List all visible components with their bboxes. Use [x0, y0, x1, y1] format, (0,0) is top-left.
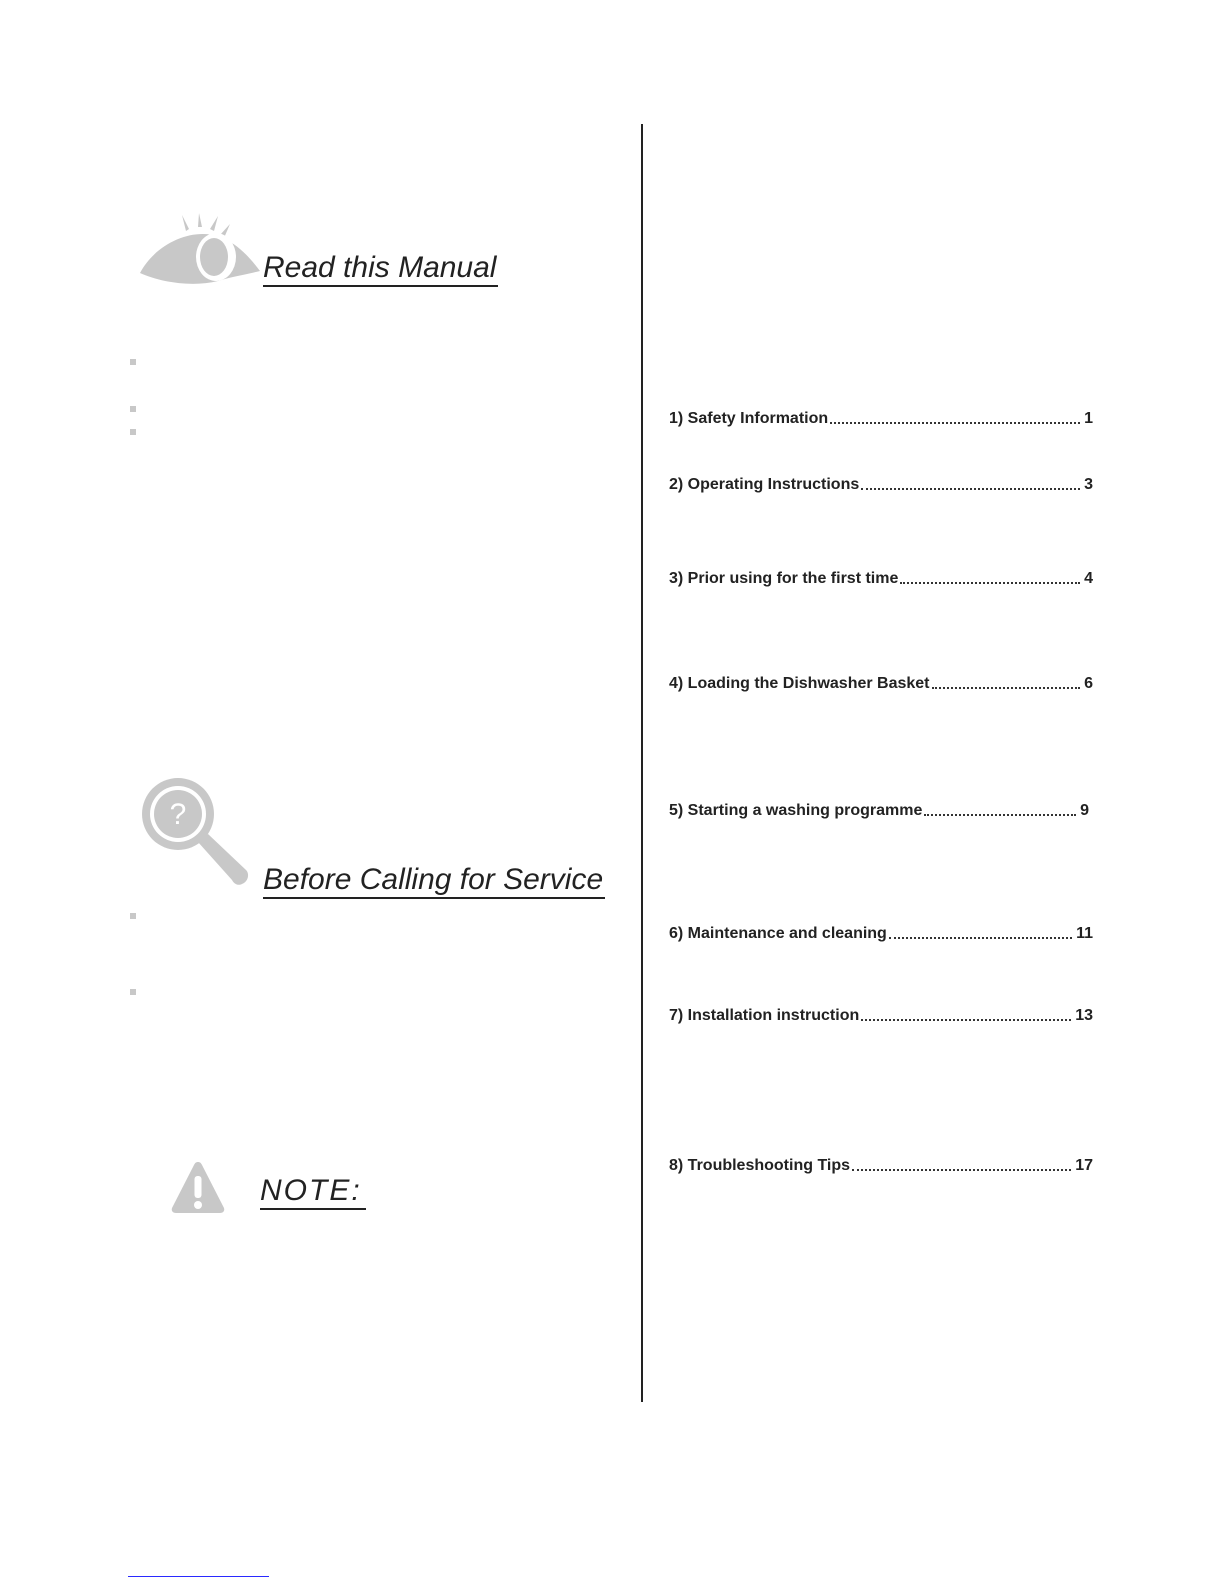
toc-item-maintenance[interactable] — [669, 925, 1093, 943]
magnifier-question-icon — [140, 778, 252, 888]
bullet-marker — [130, 989, 136, 995]
toc-page-number: 11 — [1076, 925, 1093, 942]
toc-label: 5) Starting a washing programme — [669, 802, 923, 819]
toc-item-operating[interactable] — [669, 476, 1093, 494]
toc-label: 8) Troubleshooting Tips — [669, 1157, 851, 1174]
eye-icon — [138, 213, 263, 288]
toc-leader-dots — [861, 1019, 1071, 1021]
toc-page-number: 13 — [1075, 1007, 1093, 1024]
toc-leader-dots — [932, 687, 1081, 689]
toc-leader-dots — [924, 814, 1076, 816]
toc-page-number: 4 — [1084, 570, 1093, 587]
toc-page-number: 1 — [1084, 410, 1093, 427]
bullet-marker — [130, 406, 136, 412]
toc-leader-dots — [830, 422, 1080, 424]
toc-item-troubleshooting[interactable] — [669, 1157, 1093, 1175]
toc-label: 1) Safety Information — [669, 410, 829, 427]
toc-leader-dots — [900, 582, 1080, 584]
svg-text:?: ? — [169, 798, 187, 831]
toc-label: 4) Loading the Dishwasher Basket — [669, 675, 930, 692]
toc-item-loading[interactable] — [669, 675, 1093, 693]
toc-label: 7) Installation instruction — [669, 1007, 860, 1024]
bullet-marker — [130, 429, 136, 435]
toc-leader-dots — [861, 488, 1080, 490]
bullet-marker — [130, 913, 136, 919]
toc-label: 2) Operating Instructions — [669, 476, 860, 493]
toc-label: 3) Prior using for the first time — [669, 570, 899, 587]
read-manual-heading: Read this Manual — [263, 252, 498, 287]
toc-page-number: 6 — [1084, 675, 1093, 692]
before-service-heading: Before Calling for Service — [263, 864, 605, 899]
bullet-marker — [130, 359, 136, 365]
toc-page-number: 9 — [1080, 802, 1089, 819]
toc-item-starting[interactable] — [669, 802, 1089, 820]
toc-item-installation[interactable] — [669, 1007, 1093, 1025]
toc-item-safety[interactable] — [669, 410, 1093, 428]
column-divider — [641, 124, 643, 1402]
toc-page-number: 17 — [1075, 1157, 1093, 1174]
toc-item-prior-using[interactable] — [669, 570, 1093, 588]
warning-triangle-icon — [170, 1160, 226, 1214]
toc-label: 6) Maintenance and cleaning — [669, 925, 887, 942]
footnote-rule — [128, 1576, 269, 1577]
toc-leader-dots — [889, 937, 1072, 939]
note-heading: NOTE: — [260, 1175, 366, 1210]
toc-page-number: 3 — [1084, 476, 1093, 493]
toc-leader-dots — [852, 1169, 1071, 1171]
